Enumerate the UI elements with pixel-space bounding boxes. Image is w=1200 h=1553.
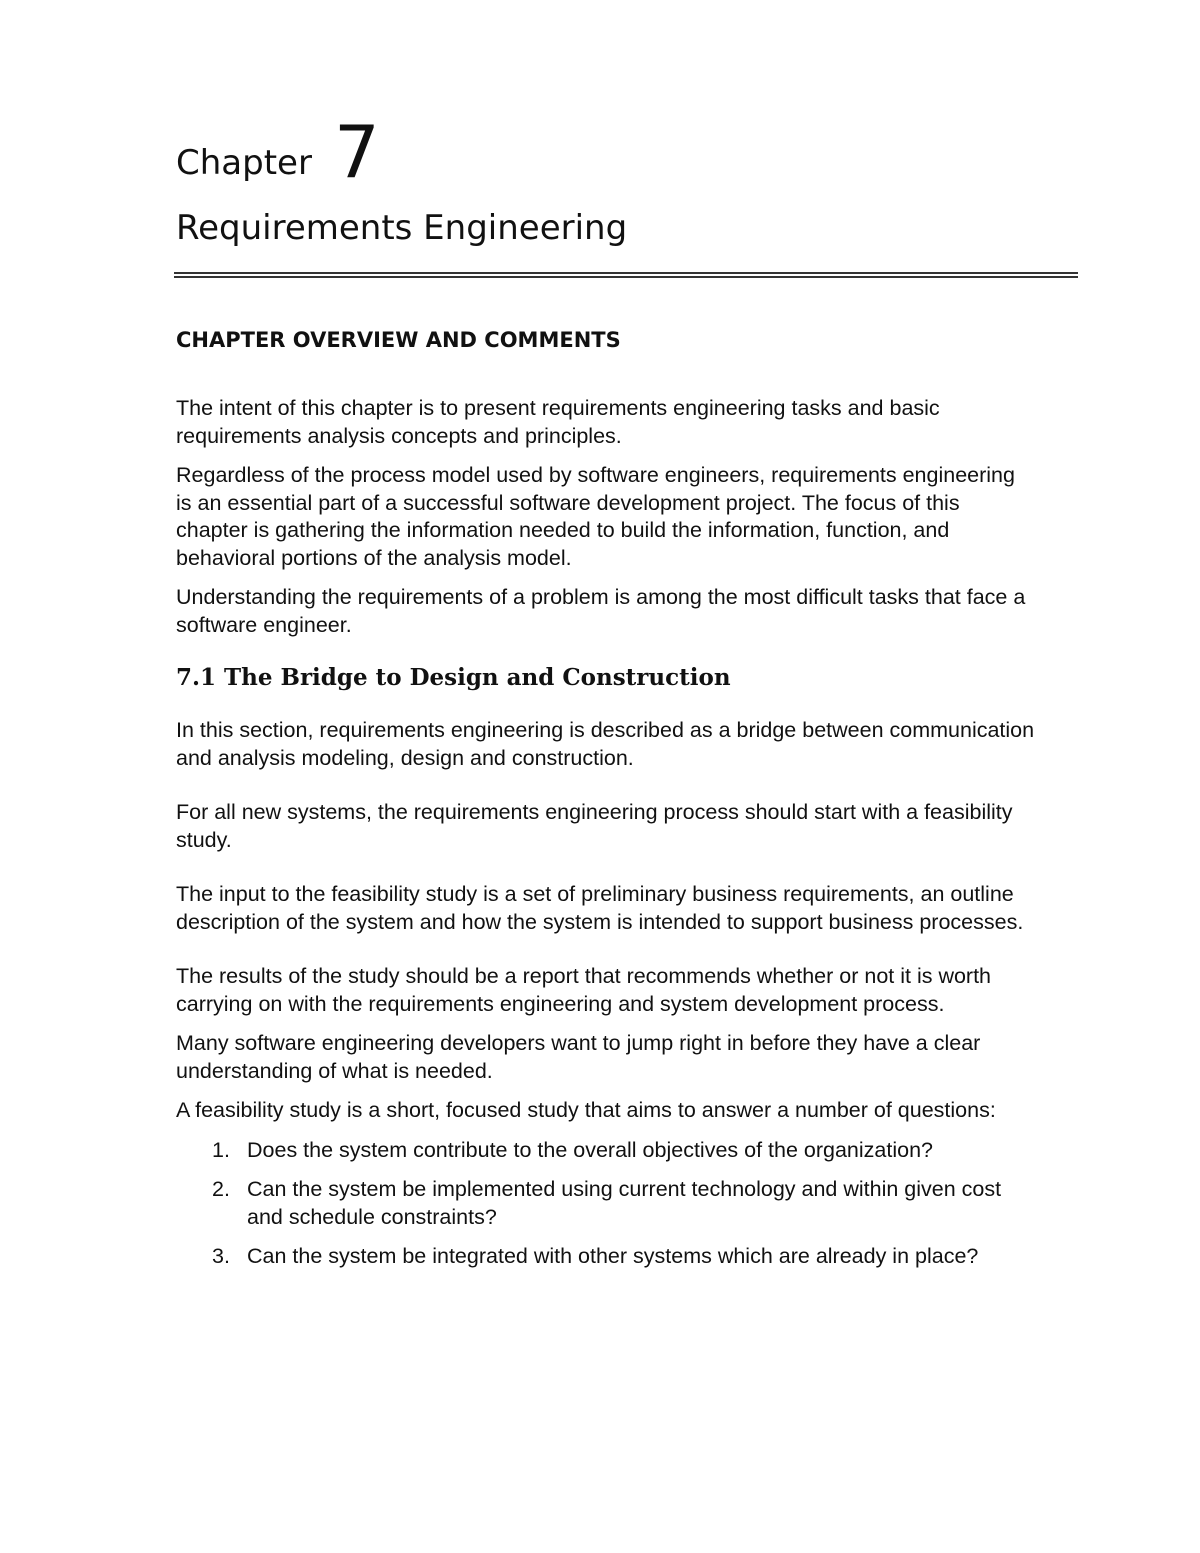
chapter-label <box>176 110 1080 194</box>
document-page <box>176 110 1080 1283</box>
section-paragraph: A feasibility study is a short, focused study that aims to answer a number of questions: <box>176 1098 996 1122</box>
overview-heading: CHAPTER OVERVIEW AND COMMENTS <box>176 328 621 352</box>
chapter-title: Requirements Engineering <box>176 208 628 248</box>
list-item <box>176 1137 1036 1165</box>
overview-paragraph: Regardless of the process model used by software engineers, requirements engineering is an essential part of a successful software development project. The focus of this chapter is gathering the information needed to build the information, function, and behavioral portions of the analysis model. <box>176 463 1015 570</box>
chapter-number: 7 <box>334 110 380 194</box>
list-item-text: Can the system be implemented using current technology and within given cost and schedule constraints? <box>247 1177 1002 1229</box>
section-paragraph: The results of the study should be a report that recommends whether or not it is worth carrying on with the requirements engineering and system development process. <box>176 964 992 1016</box>
list-item-text: Can the system be integrated with other systems which are already in place? <box>247 1244 979 1268</box>
list-item <box>176 1176 1036 1231</box>
question-list <box>176 1137 1036 1271</box>
chapter-word: Chapter <box>176 143 312 183</box>
section-paragraph: In this section, requirements engineering is described as a bridge between communication and analysis modeling, design and construction. <box>176 718 1035 770</box>
section-heading: 7.1 The Bridge to Design and Construction <box>176 664 731 691</box>
title-divider <box>174 272 1078 278</box>
overview-paragraph: The intent of this chapter is to present requirements engineering tasks and basic requirements analysis concepts and principles. <box>176 396 940 448</box>
list-item-number: 2. <box>212 1177 230 1201</box>
list-item <box>176 1243 1036 1271</box>
list-item-number: 3. <box>212 1244 230 1268</box>
section-paragraph: Many software engineering developers want to jump right in before they have a clear understanding of what is needed. <box>176 1031 981 1083</box>
list-item-number: 1. <box>212 1137 230 1162</box>
overview-paragraph: Understanding the requirements of a problem is among the most difficult tasks that face a software engineer. <box>176 585 1026 637</box>
list-item-text: Does the system contribute to the overall objectives of the organization? <box>247 1137 933 1162</box>
section-paragraph: For all new systems, the requirements engineering process should start with a feasibility study. <box>176 800 1013 852</box>
section-paragraph: The input to the feasibility study is a set of preliminary business requirements, an outline description of the system and how the system is intended to support business processes. <box>176 882 1024 934</box>
